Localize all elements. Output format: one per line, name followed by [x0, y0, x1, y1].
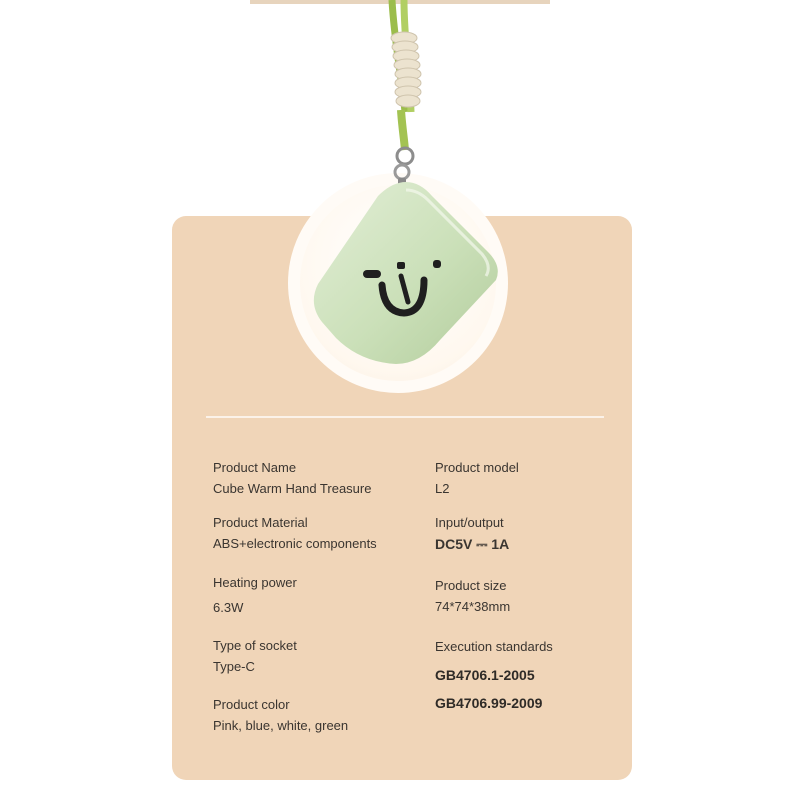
spec-label: Execution standards: [435, 639, 553, 654]
spec-socket-type: [213, 638, 297, 675]
spec-heating-power: [213, 575, 297, 616]
standard-value-2: GB4706.99-2009: [435, 695, 543, 711]
spec-label: Input/output: [435, 515, 504, 530]
spec-label: Type of socket: [213, 638, 297, 653]
spec-label: Product model: [435, 460, 519, 475]
standard-value-1: GB4706.1-2005: [435, 667, 535, 683]
spec-product-size: [435, 578, 510, 615]
spec-label: Product size: [435, 578, 507, 593]
spec-execution-standards: [435, 639, 553, 655]
spec-label: Heating power: [213, 575, 297, 590]
spec-product-color: [213, 697, 348, 734]
spec-product-model: [435, 460, 519, 497]
spec-label: Product color: [213, 697, 290, 712]
spec-value: Cube Warm Hand Treasure: [213, 481, 372, 496]
spec-value: L2: [435, 481, 450, 496]
spec-value: DC5V ⎓ 1A: [435, 536, 510, 552]
spec-value: ABS+electronic components: [213, 536, 377, 551]
spec-product-material: [213, 515, 377, 552]
spec-value: 6.3W: [213, 600, 244, 615]
spec-product-name: [213, 460, 371, 497]
spec-value: 74*74*38mm: [435, 599, 511, 614]
spec-value: Pink, blue, white, green: [213, 718, 349, 733]
spec-label: Product Material: [213, 515, 308, 530]
divider: [206, 416, 604, 418]
spec-label: Product Name: [213, 460, 297, 475]
spec-input-output: [435, 515, 509, 552]
spec-value: Type-C: [213, 659, 255, 674]
